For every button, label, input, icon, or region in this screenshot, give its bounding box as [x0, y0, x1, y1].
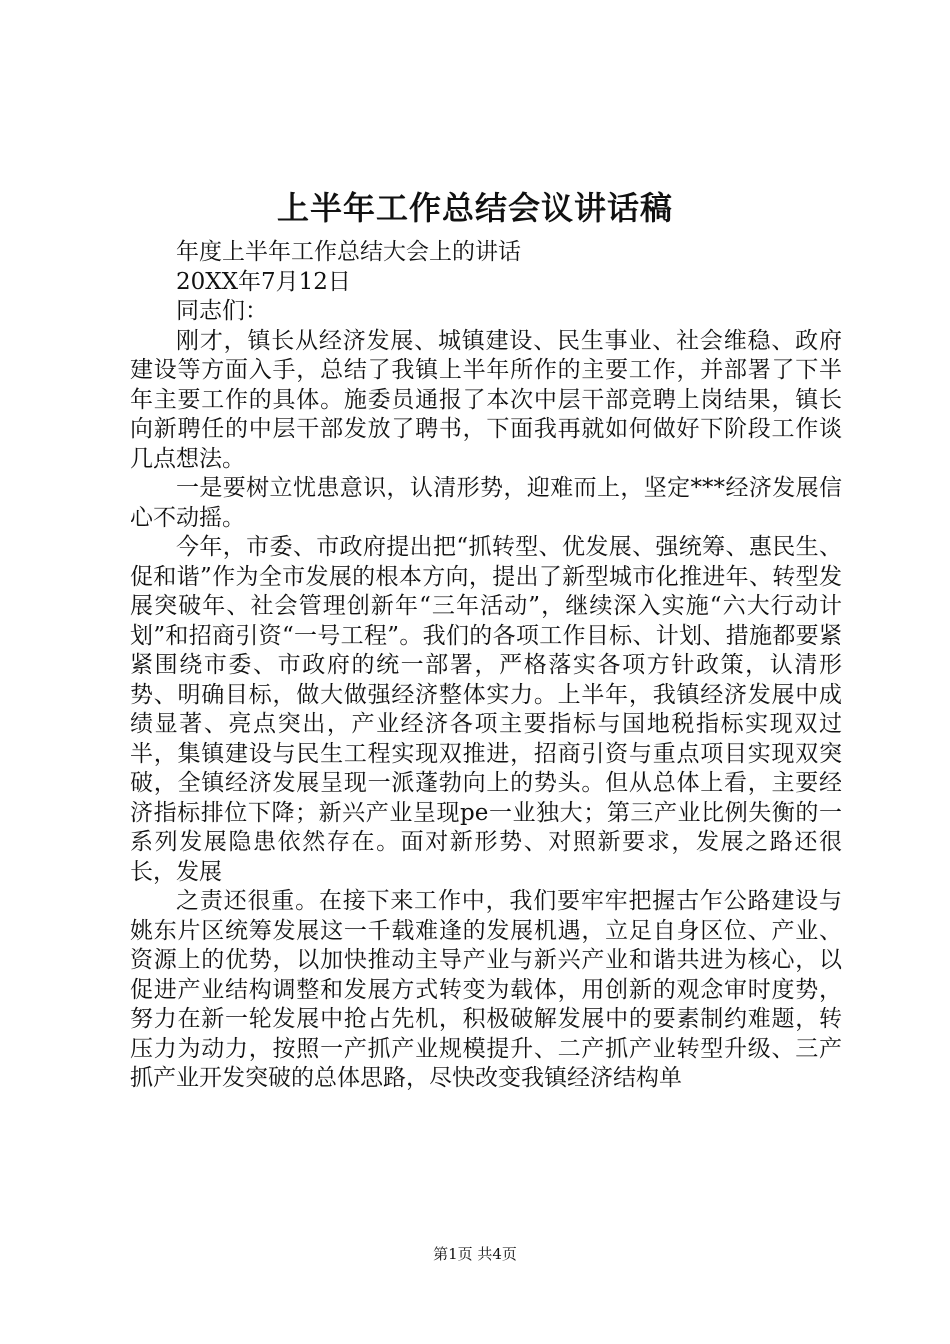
document-title: 上半年工作总结会议讲话稿 [276, 189, 673, 227]
body-paragraph: 之责还很重。在接下来工作中，我们要牢牢把握古乍公路建设与姚东片区统筹发展这一千载难逢的发展机遇，立足自身区位、产业、资源上的优势，以加快推动主导产业与新兴产业和谐共进为核心，以促进产业结构调整和发展方式转变为载体，用创新的观念审时度势，努力在新一轮发展中抢占先机，积极破解发展中的要素制约难题，转压力为动力，按照一产抓产业规模提升、二产抓产业转型升级、三产抓产业开发突破的总体思路，尽快改变我镇经济结构单 [130, 888, 842, 1091]
body-paragraph: 一是要树立忧患意识，认清形势，迎难而上，坚定***经济发展信心不动摇。 [130, 475, 842, 531]
salutation: 同志们： [176, 298, 268, 324]
document-body [130, 238, 842, 1094]
page-number: 第1页 共4页 [433, 1245, 517, 1263]
body-paragraph: 今年，市委、市政府提出把“抓转型、优发展、强统筹、惠民生、促和谐”作为全市发展的根本方向，提出了新型城市化推进年、转型发展突破年、社会管理创新年“三年活动”，继续深入实施“六大行动计划”和招商引资“一号工程”。我们的各项工作目标、计划、措施都要紧紧围绕市委、市政府的统一部署，严格落实各项方针政策，认清形势、明确目标，做大做强经济整体实力。上半年，我镇经济发展中成绩显著、亮点突出，产业经济各项主要指标与国地税指标实现双过半，集镇建设与民生工程实现双推进，招商引资与重点项目实现双突破，全镇经济发展呈现一派蓬勃向上的势头。但从总体上看，主要经济指标排位下降；新兴产业呈现pe一业独大；第三产业比例失衡的一系列发展隐患依然存在。面对新形势、对照新要求，发展之路还很长，发展 [130, 534, 842, 885]
speech-date: 20XX年7月12日 [176, 268, 351, 295]
speech-heading: 年度上半年工作总结大会上的讲话 [176, 239, 521, 265]
body-paragraph: 刚才，镇长从经济发展、城镇建设、民生事业、社会维稳、政府建设等方面入手，总结了我镇上半年所作的主要工作，并部署了下半年主要工作的具体。施委员通报了本次中层干部竞聘上岗结果，镇长向新聘任的中层干部发放了聘书，下面我再就如何做好下阶段工作谈几点想法。 [130, 327, 842, 472]
